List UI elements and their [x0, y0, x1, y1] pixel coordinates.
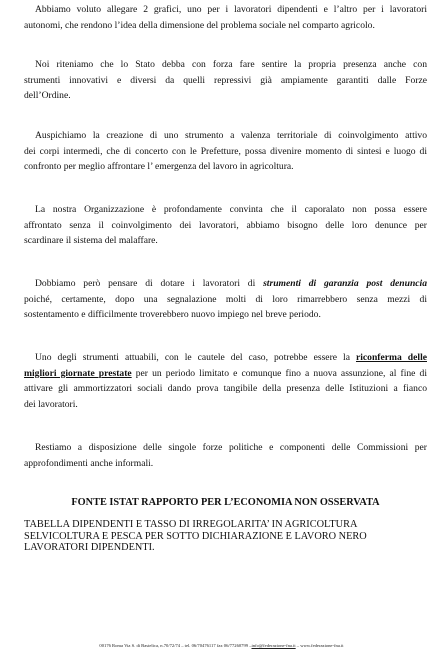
paragraph-6-text: Uno degli strumenti attuabili, con le cautele del caso, potrebbe essere la — [35, 352, 356, 363]
paragraph-5-text: Dobbiamo però pensare di dotare i lavoratori di — [35, 278, 264, 289]
paragraph-4-line-1: La nostra Organizzazione è profondamente convinta che il caporalato non possa essere — [35, 204, 427, 215]
table-title-line-3: LAVORATORI DIPENDENTI. — [24, 542, 155, 554]
footer-website[interactable]: – www.federazione-fna.it — [295, 643, 344, 648]
paragraph-4-line-3: scardinare il sistema del malaffare. — [24, 235, 158, 247]
paragraph-6-emphasis-1: riconferma delle — [355, 352, 427, 363]
paragraph-2-line-3: dell’Ordine. — [24, 90, 71, 102]
paragraph-5-line-2: poiché, certamente, dopo una segnalazione molti di loro rimarrebbero senza mezzi di — [24, 293, 427, 305]
paragraph-5-line-3: sostentamento e difficilmente troverebbero nuovo impiego nel breve periodo. — [24, 309, 321, 321]
paragraph-6-line-4: dei lavoratori. — [24, 399, 78, 411]
paragraph-3-line-1: Auspichiamo la creazione di uno strumento a valenza territoriale di coinvolgimento attivo — [35, 130, 427, 141]
paragraph-7 — [24, 440, 427, 471]
paragraph-4 — [24, 202, 427, 249]
paragraph-3-line-3: confronto per meglio affrontare l’ emergenza del lavoro in agricoltura. — [24, 161, 294, 173]
paragraph-2-line-2: strumenti innovativi e diversi da quelli repressivi già ampiamente garantiti dalle Forze — [24, 74, 427, 86]
paragraph-6-line-2 — [24, 366, 427, 382]
paragraph-7-line-1: Restiamo a disposizione delle singole forze politiche e componenti delle Commissioni per — [35, 442, 427, 453]
table-title — [24, 519, 427, 554]
paragraph-1 — [24, 2, 427, 33]
paragraph-6-text-2: per un periodo limitato e comunque fino a nuova assunzione, al fine di — [131, 367, 427, 379]
paragraph-2-line-1: Noi riteniamo che lo Stato debba con forza fare sentire la propria presenza anche con — [35, 59, 427, 70]
paragraph-5 — [24, 276, 427, 323]
footer-email-link[interactable]: info@federazione-fna.it — [251, 643, 296, 648]
paragraph-6-emphasis-2: migliori giornate prestate — [24, 367, 132, 379]
paragraph-3-line-2: dei corpi intermedi, che di concerto con le Prefetture, possa divenire momento di sintesi e luogo di — [24, 145, 427, 157]
source-heading: FONTE ISTAT RAPPORTO PER L’ECONOMIA NON OSSERVATA — [71, 497, 380, 508]
paragraph-1-line-2: autonomi, che rendono l’idea della dimensione del problema sociale nel comparto agricolo. — [24, 19, 375, 31]
paragraph-6-line-3: attivare gli ammortizzatori sociali dando prova tangibile della presenza delle Istituzioni a fianco — [24, 383, 427, 395]
page-footer — [24, 643, 419, 649]
paragraph-7-line-2: approfondimenti anche informali. — [24, 457, 154, 469]
table-title-line-1: TABELLA DIPENDENTI E TASSO DI IRREGOLARITA’ IN AGRICOLTURA — [24, 519, 358, 530]
paragraph-2 — [24, 57, 427, 104]
table-title-line-2: SELVICOLTURA E PESCA PER SOTTO DICHIARAZIONE E LAVORO NERO — [24, 530, 367, 542]
footer-address: 00176 Roma Via S. di Bastelica, n.70/72/74 – tel. 06/70476117 fax 06/77260799 – — [99, 643, 252, 648]
paragraph-3 — [24, 128, 427, 175]
paragraph-5-line-1 — [24, 276, 427, 292]
paragraph-5-emphasis: strumenti di garanzia post denuncia — [263, 278, 428, 289]
paragraph-1-line-1: Abbiamo voluto allegare 2 grafici, uno per i lavoratori dipendenti e l’altro per i lavoratori — [35, 4, 427, 15]
paragraph-4-line-2: affrontato senza il coinvolgimento dei lavoratori, abbiamo bisogno delle loro denunce per — [24, 219, 427, 231]
paragraph-6-line-1 — [24, 350, 427, 366]
paragraph-6 — [24, 350, 427, 413]
